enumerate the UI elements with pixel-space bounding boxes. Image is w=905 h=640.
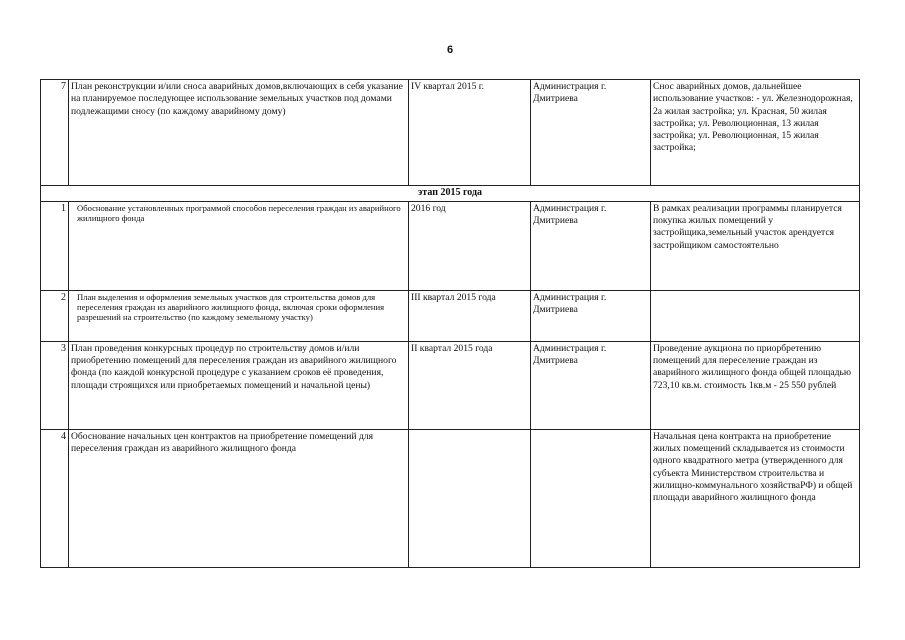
row-number: 7	[41, 80, 69, 186]
row-responsible: Администрация г. Дмитриева	[531, 290, 651, 341]
row-notes: В рамках реализации программы планируется покупка жилых помещений у застройщика,земельный участок арендуется застройщиком самостоятельно	[651, 201, 860, 290]
row-notes: Проведение аукциона по приорбретению помещений для переселение граждан из аварийного жилищного фонда общей площадью 723,10 кв.м. стоимость 1кв.м - 25 550 рублей	[651, 341, 860, 429]
row-responsible: Администрация г. Дмитриева	[531, 201, 651, 290]
stage-label: этап 2015 года	[41, 186, 860, 202]
row-title: План реконструкции и/или сноса аварийных домов,включающих в себя указание на планируемое последующее использование земельных участков под домами подлежащими сносу (по каждому аварийному дому)	[69, 80, 409, 186]
row-responsible	[531, 429, 651, 567]
row-number: 3	[41, 341, 69, 429]
row-notes: Начальная цена контракта на приобретение жилых помещений складывается из стоимости одного квадратного метра (утвержденного для субъекта Министерством строительства и жилищно-коммунального хозяйстваРФ) и общей площади аварийного жилищного фонда	[651, 429, 860, 567]
row-notes	[651, 290, 860, 341]
program-plan-table	[40, 79, 860, 568]
page-number: 6	[446, 44, 454, 56]
row-number: 2	[41, 290, 69, 341]
stage-row	[41, 186, 860, 202]
row-title: План проведения конкурсных процедур по строительству домов и/или приобретению помещений для переселения граждан из аварийного жилищного фонда (по каждой конкурсной процедуре с указанием сроков её проведения, площади строящихся или приобретаемых помещений и начальной цены)	[69, 341, 409, 429]
row-title: План выделения и оформления земельных участков для строительства домов для переселения граждан из аварийного жилищного фонда, включая сроки оформления разрешений на строительство (по каждому земельному участку)	[69, 290, 409, 341]
row-term: III квартал 2015 года	[409, 290, 531, 341]
table-row	[41, 429, 860, 567]
row-number: 4	[41, 429, 69, 567]
table-row	[41, 80, 860, 186]
table-row	[41, 341, 860, 429]
table-row	[41, 290, 860, 341]
row-term: 2016 год	[409, 201, 531, 290]
row-title: Обоснование установленных программой способов переселения граждан из аварийного жилищного фонда	[69, 201, 409, 290]
row-notes: Снос аварийных домов, дальнейшее использование участков: - ул. Железнодорожная, 2а жилая застройка; ул. Красная, 50 жилая застройка; ул. Революционная, 13 жилая застройка; ул. Революционная, 15 жилая застройка;	[651, 80, 860, 186]
row-term: II квартал 2015 года	[409, 341, 531, 429]
row-number: 1	[41, 201, 69, 290]
row-term	[409, 429, 531, 567]
table-row	[41, 201, 860, 290]
row-responsible: Администрация г. Дмитриева	[531, 80, 651, 186]
row-responsible: Администрация г. Дмитриева	[531, 341, 651, 429]
row-title: Обоснование начальных цен контрактов на приобретение помещений для переселения граждан из аварийного жилищного фонда	[69, 429, 409, 567]
row-term: IV квартал 2015 г.	[409, 80, 531, 186]
